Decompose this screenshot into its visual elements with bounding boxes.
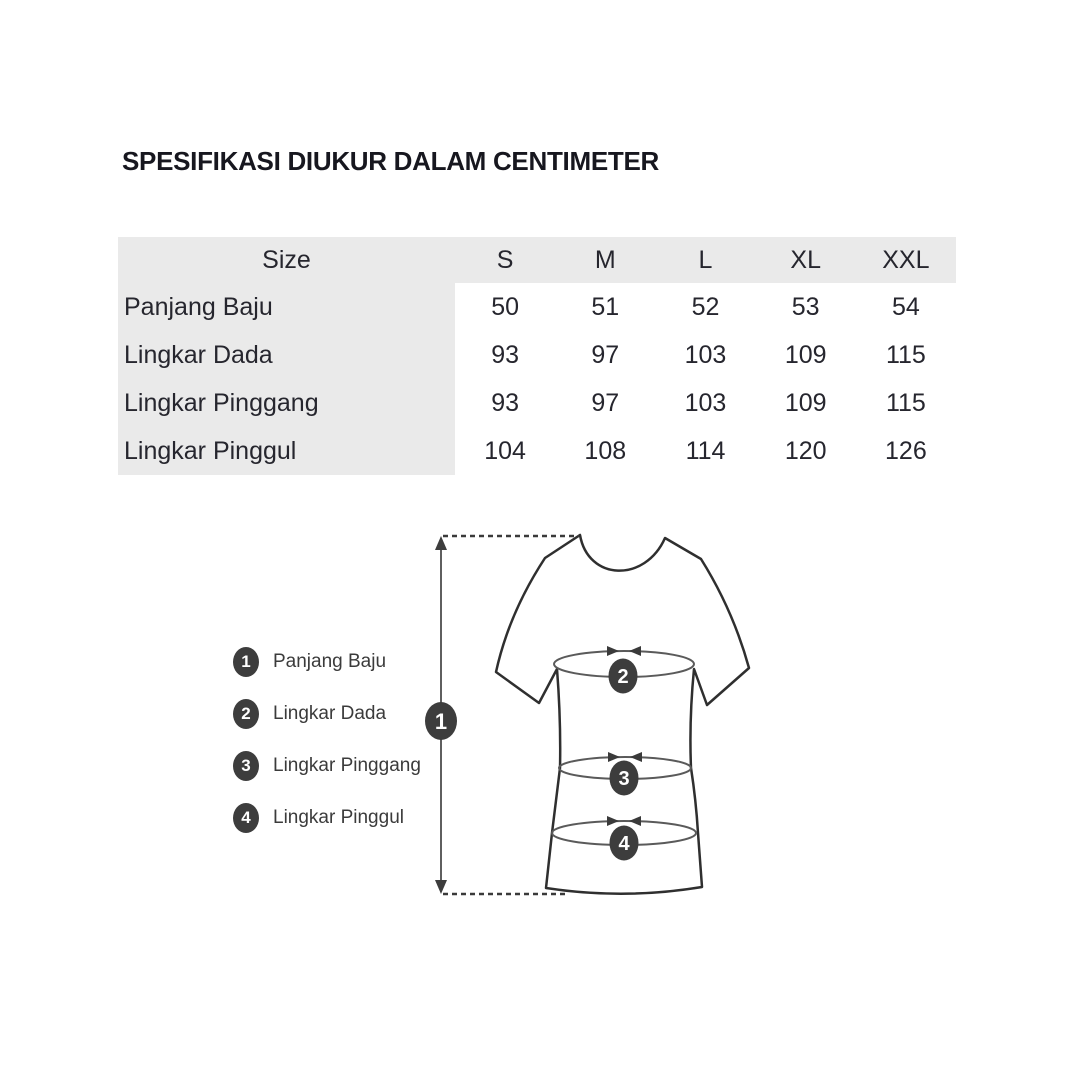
legend-number-badge: 1 — [233, 647, 259, 677]
legend-number-badge: 3 — [233, 751, 259, 781]
length-badge-number: 1 — [434, 709, 448, 734]
header-col-xl: XL — [790, 245, 821, 274]
size-table — [118, 237, 956, 475]
header-col-s: S — [496, 245, 514, 274]
table-cell: 103 — [684, 340, 727, 369]
hip-badge-number: 4 — [618, 833, 630, 855]
page-title: SPESIFIKASI DIUKUR DALAM CENTIMETER — [122, 146, 659, 176]
table-row-lingkar-dada — [118, 331, 956, 379]
table-cell: 115 — [885, 340, 926, 369]
table-cell: 53 — [791, 292, 820, 321]
table-header-row — [118, 237, 956, 283]
legend-label: Lingkar Dada — [273, 703, 387, 724]
legend-label: Lingkar Pinggang — [273, 755, 421, 776]
table-cell: 109 — [784, 340, 827, 369]
legend-label: Panjang Baju — [273, 651, 387, 672]
table-cell: 97 — [591, 340, 620, 369]
legend-number-badge: 4 — [233, 803, 259, 833]
table-cell: 108 — [584, 436, 627, 465]
table-cell: 104 — [484, 436, 526, 465]
table-cell: 115 — [885, 388, 926, 417]
length-arrowhead-down — [435, 880, 447, 894]
legend-label: Lingkar Pinggul — [273, 807, 404, 828]
table-cell: 97 — [591, 388, 620, 417]
table-row-lingkar-pinggul — [118, 427, 956, 475]
row-label: Lingkar Pinggul — [118, 427, 455, 475]
table-cell: 50 — [491, 292, 519, 321]
row-label: Lingkar Pinggang — [118, 379, 455, 427]
chest-badge-number: 2 — [617, 666, 629, 688]
table-cell: 109 — [784, 388, 827, 417]
table-cell: 93 — [491, 340, 519, 369]
table-row-lingkar-pinggang — [118, 379, 956, 427]
table-cell: 126 — [885, 436, 927, 465]
header-col-l: L — [698, 245, 713, 274]
table-cell: 120 — [784, 436, 827, 465]
tshirt-measurement-diagram — [230, 525, 770, 905]
header-col-xxl: XXL — [882, 245, 930, 274]
header-size-label: Size — [262, 245, 311, 274]
table-cell: 114 — [685, 436, 726, 465]
table-cell: 52 — [691, 292, 720, 321]
table-cell: 51 — [591, 292, 620, 321]
row-label: Lingkar Dada — [118, 331, 455, 379]
waist-badge-number: 3 — [618, 768, 630, 790]
length-arrowhead-up — [435, 536, 447, 550]
legend-number-badge: 2 — [233, 699, 259, 729]
table-cell: 103 — [684, 388, 727, 417]
header-col-m: M — [594, 245, 616, 274]
table-cell: 54 — [891, 292, 920, 321]
row-label: Panjang Baju — [118, 283, 455, 331]
table-cell: 93 — [491, 388, 519, 417]
table-row-panjang-baju — [118, 283, 956, 331]
